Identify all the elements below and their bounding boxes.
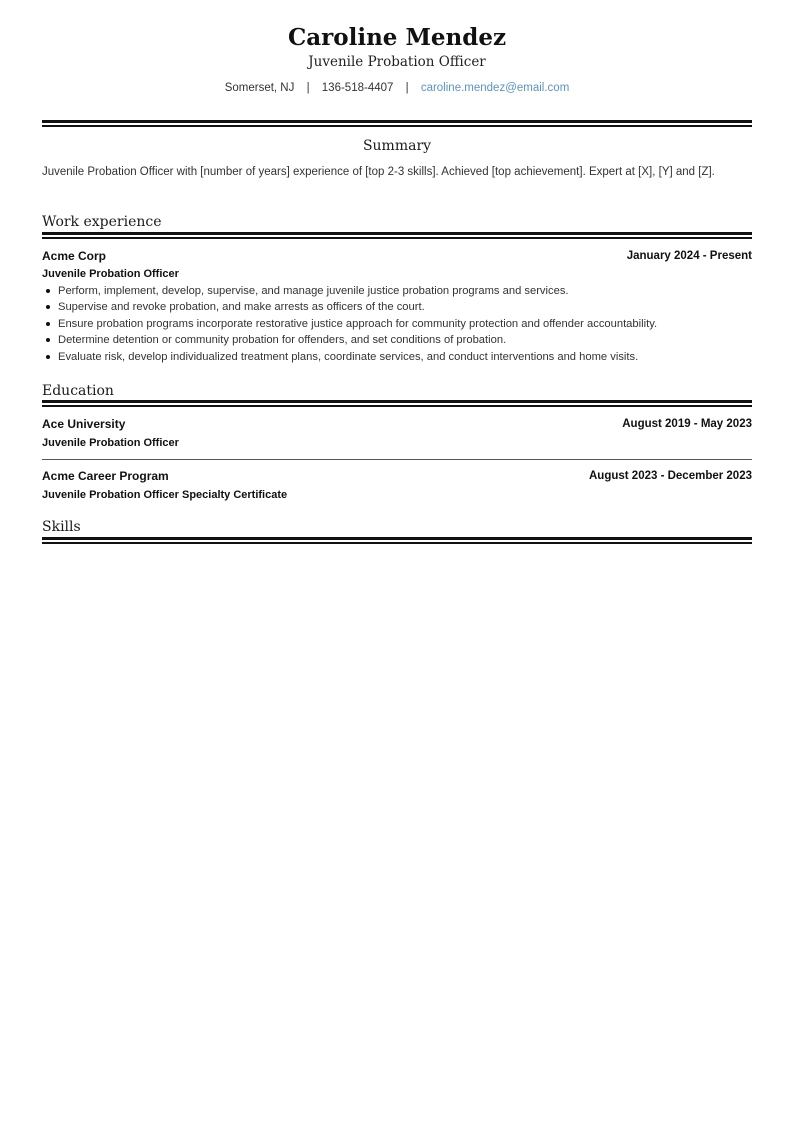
contact-separator: | bbox=[405, 82, 409, 94]
work-bullet-list bbox=[42, 283, 752, 365]
work-bullet: Evaluate risk, develop individualized treatment plans, coordinate services, and conduct interventions and home visits. bbox=[58, 349, 752, 365]
candidate-headline: Juvenile Probation Officer bbox=[308, 54, 486, 70]
summary-text: Juvenile Probation Officer with [number of years] experience of [top 2-3 skills]. Achieved [top achievement]. Expert at [X], [Y] and [Z]. bbox=[42, 166, 715, 178]
candidate-name: Caroline Mendez bbox=[287, 24, 507, 51]
skills-heading: Skills bbox=[42, 519, 81, 535]
work-bullet: Ensure probation programs incorporate restorative justice approach for community protection and offender accountability. bbox=[58, 316, 752, 332]
education-degree: Juvenile Probation Officer Specialty Certificate bbox=[42, 489, 288, 501]
education-degree: Juvenile Probation Officer bbox=[42, 437, 179, 449]
education-dates: August 2023 - December 2023 bbox=[589, 470, 752, 482]
contact-location: Somerset, NJ bbox=[224, 82, 295, 94]
education-divider bbox=[42, 400, 752, 407]
education-heading: Education bbox=[42, 383, 114, 399]
work-bullet: Supervise and revoke probation, and make arrests as officers of the court. bbox=[58, 299, 752, 315]
work-experience-divider bbox=[42, 232, 752, 239]
contact-phone: 136-518-4407 bbox=[321, 82, 394, 94]
work-dates: January 2024 - Present bbox=[626, 250, 752, 262]
contact-separator: | bbox=[306, 82, 310, 94]
work-bullet: Perform, implement, develop, supervise, and manage juvenile justice probation programs and services. bbox=[58, 283, 752, 299]
work-company: Acme Corp bbox=[42, 249, 107, 263]
education-entry-divider bbox=[42, 459, 752, 460]
education-school: Acme Career Program bbox=[42, 469, 169, 483]
skills-divider bbox=[42, 537, 752, 544]
contact-line bbox=[42, 80, 752, 96]
work-experience-heading: Work experience bbox=[42, 214, 162, 230]
work-bullet: Determine detention or community probation for offenders, and set conditions of probation. bbox=[58, 332, 752, 348]
summary-heading: Summary bbox=[362, 138, 432, 154]
education-dates: August 2019 - May 2023 bbox=[622, 418, 752, 430]
work-role: Juvenile Probation Officer bbox=[42, 268, 179, 280]
education-school: Ace University bbox=[42, 417, 126, 431]
header-divider bbox=[42, 120, 752, 127]
contact-email-link[interactable]: caroline.mendez@email.com bbox=[420, 82, 570, 94]
